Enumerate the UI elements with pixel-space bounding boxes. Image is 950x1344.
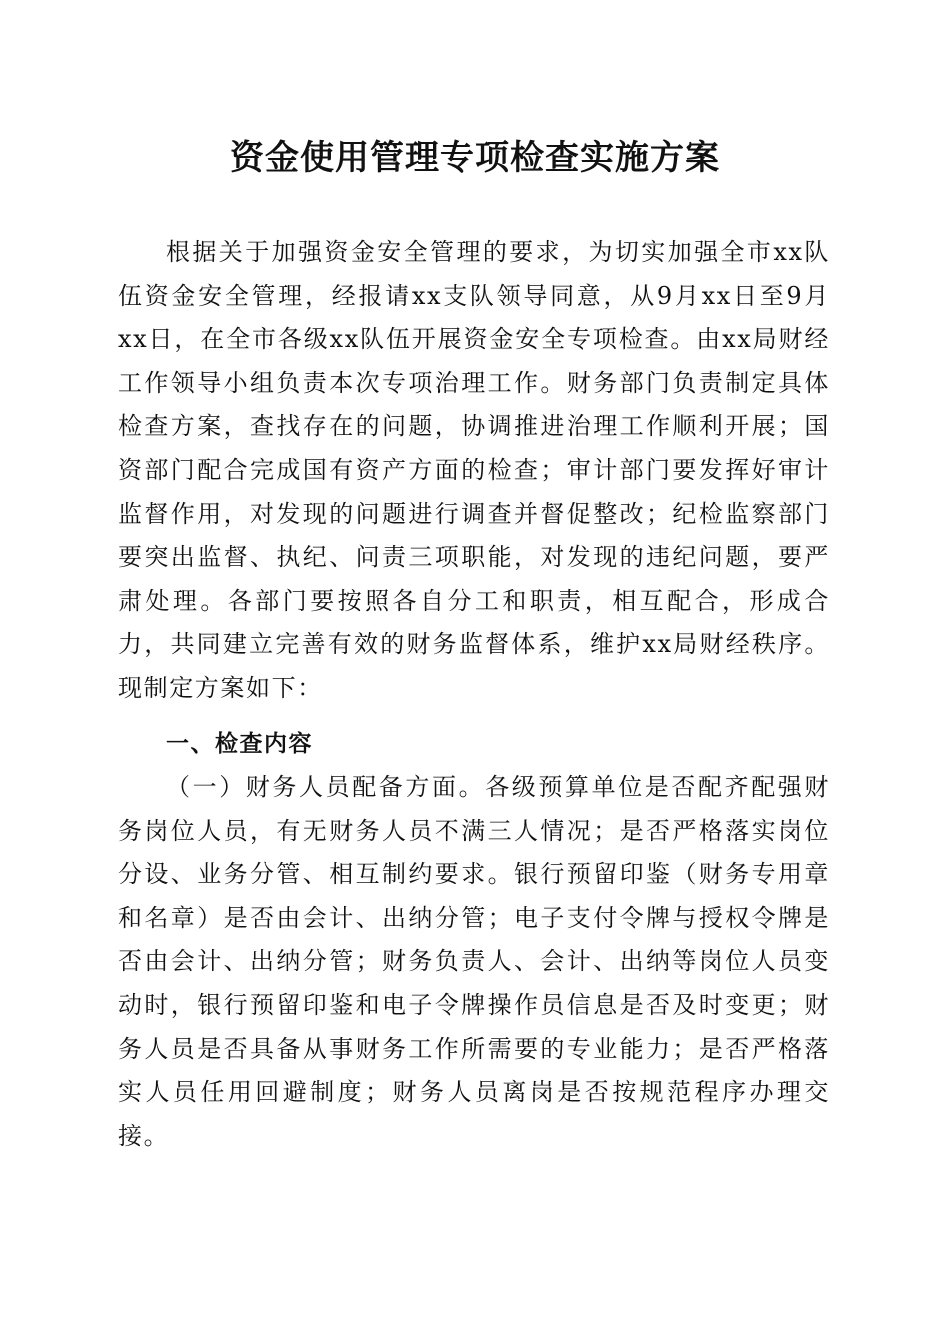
section-heading-inspection-content: 一、检查内容 (166, 731, 313, 757)
intro-paragraph: 根据关于加强资金安全管理的要求，为切实加强全市xx队伍资金安全管理，经报请xx支队领导同意，从9月xx日至9月xx日，在全市各级xx队伍开展资金安全专项检查。由xx局财经工作领导小组负责本次专项治理工作。财务部门负责制定具体检查方案，查找存在的问题，协调推进治理工作顺利开展；国资部门配合完成国有资产方面的检查；审计部门要发挥好审计监督作用，对发现的问题进行调查并督促整改；纪检监察部门要突出监督、执纪、问责三项职能，对发现的违纪问题，要严肃处理。各部门要按照各自分工和职责，相互配合，形成合力，共同建立完善有效的财务监督体系，维护xx局财经秩序。现制定方案如下： (118, 238, 830, 702)
document-title: 资金使用管理专项检查实施方案 (230, 138, 720, 178)
staffing-paragraph-text: 各级预算单位是否配齐配强财务岗位人员，有无财务人员不满三人情况；是否严格落实岗位分设、业务分管、相互制约要求。银行预留印鉴（财务专用章和名章）是否由会计、出纳分管；电子支付令牌与授权令牌是否由会计、出纳分管；财务负责人、会计、出纳等岗位人员变动时，银行预留印鉴和电子令牌操作员信息是否及时变更；财务人员是否具备从事财务工作所需要的专业能力；是否严格落实人员任用回避制度；财务人员离岗是否按规范程序办理交接。 (118, 773, 830, 1150)
staffing-paragraph-lead: （一）财务人员配备方面。 (166, 773, 486, 801)
staffing-paragraph (118, 766, 830, 1158)
